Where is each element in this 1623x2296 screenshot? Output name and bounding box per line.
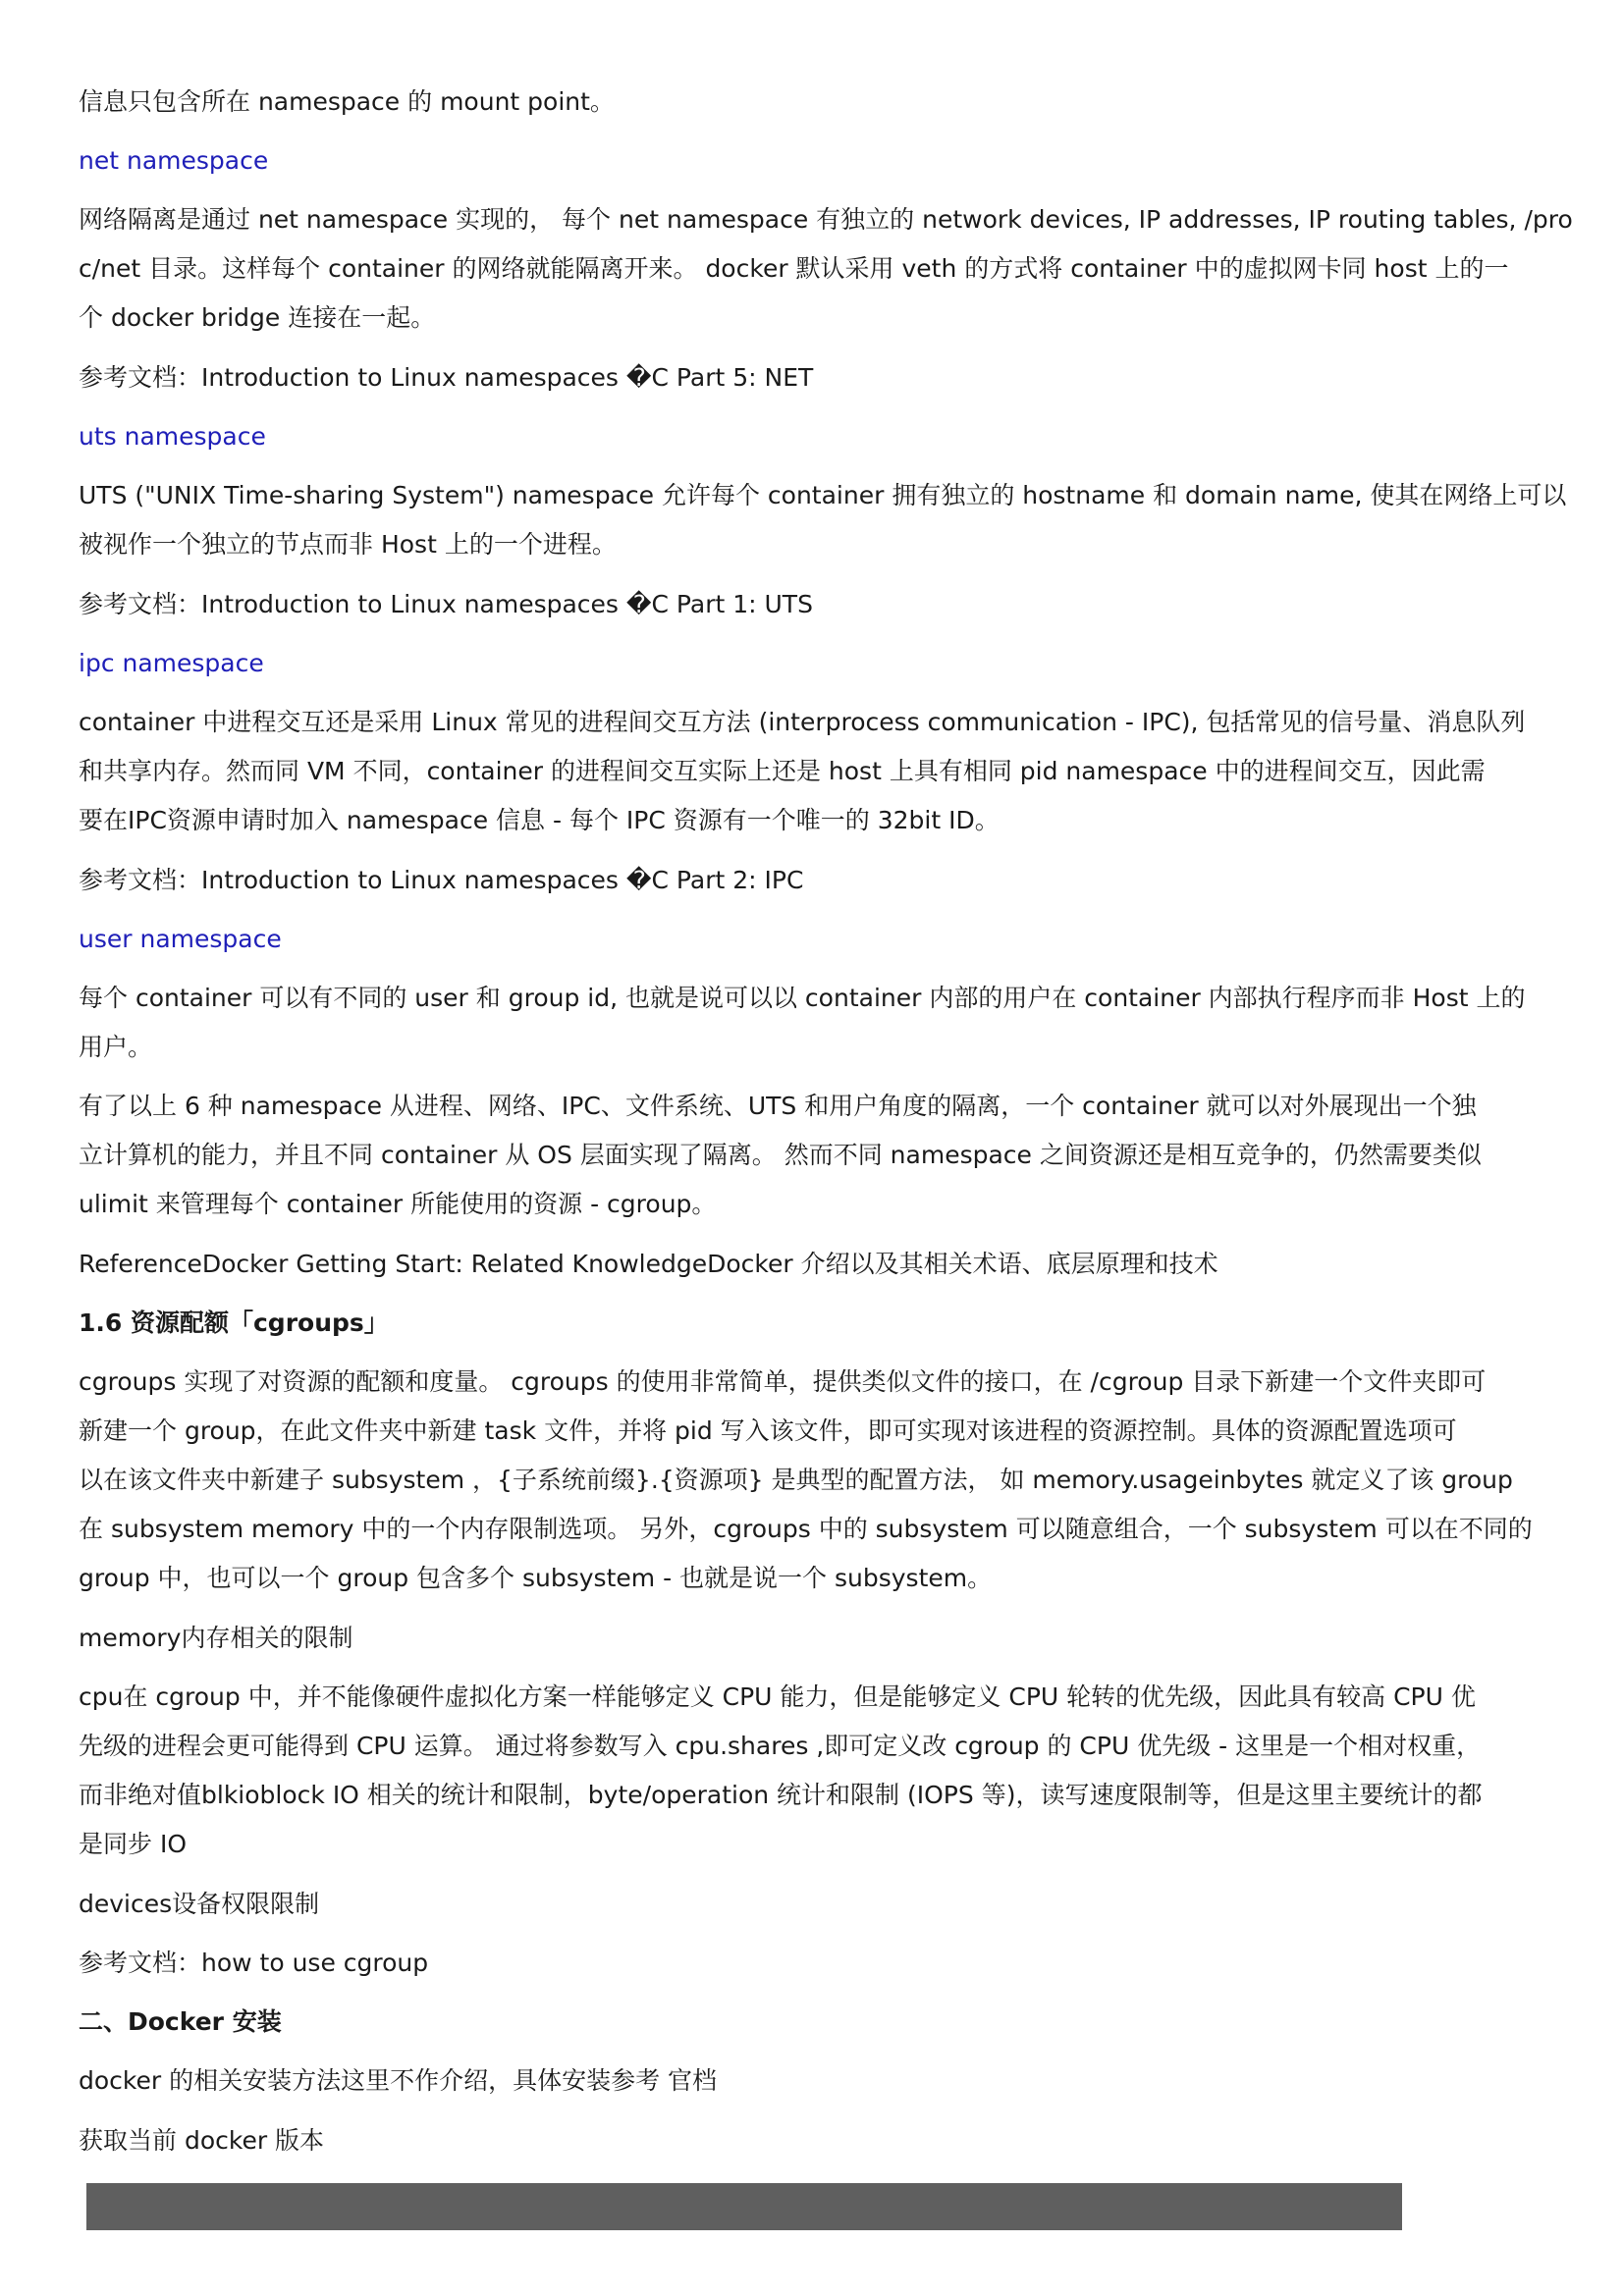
paragraph: 和共享内存。然而同 VM 不同，container 的进程间交互实际上还是 host 上具有相同 pid namespace 中的进程间交互，因此需 [79,757,1486,785]
paragraph: docker 的相关安装方法这里不作介绍，具体安装参考 官档 [79,2066,718,2095]
paragraph: ulimit 来管理每个 container 所能使用的资源 - cgroup。 [79,1190,717,1218]
paragraph: 立计算机的能力，并且不同 container 从 OS 层面实现了隔离。 然而不同 namespace 之间资源还是相互竞争的，仍然需要类似 [79,1141,1482,1169]
paragraph: UTS ("UNIX Time-sharing System") namespace 允许每个 container 拥有独立的 hostname 和 domain name, 使其在网络上可以 [79,481,1567,509]
reference-line: 参考文档：Introduction to Linux namespaces �C Part 1: UTS [79,590,813,618]
paragraph: 被视作一个独立的节点而非 Host 上的一个进程。 [79,530,617,559]
paragraph: 在 subsystem memory 中的一个内存限制选项。 另外，cgroups 中的 subsystem 可以随意组合，一个 subsystem 可以在不同的 [79,1515,1533,1543]
reference-line: ReferenceDocker Getting Start: Related KnowledgeDocker 介绍以及其相关术语、底层原理和技术 [79,1250,1218,1278]
paragraph: devices设备权限限制 [79,1890,320,1918]
paragraph: cgroups 实现了对资源的配额和度量。 cgroups 的使用非常简单，提供类似文件的接口，在 /cgroup 目录下新建一个文件夹即可 [79,1367,1487,1396]
paragraph: 每个 container 可以有不同的 user 和 group id, 也就是说可以以 container 内部的用户在 container 内部执行程序而非 Host 上的 [79,984,1526,1012]
paragraph: group 中，也可以一个 group 包含多个 subsystem - 也就是说一个 subsystem。 [79,1564,993,1592]
paragraph: cpu在 cgroup 中，并不能像硬件虚拟化方案一样能够定义 CPU 能力，但是能够定义 CPU 轮转的优先级，因此具有较高 CPU 优 [79,1682,1476,1711]
paragraph: 信息只包含所在 namespace 的 mount point。 [79,87,615,116]
link-net-namespace[interactable]: net namespace [79,146,269,175]
link-user-namespace[interactable]: user namespace [79,925,282,953]
paragraph: 获取当前 docker 版本 [79,2126,325,2155]
link-uts-namespace[interactable]: uts namespace [79,422,266,451]
section-heading: 二、Docker 安装 [79,2007,282,2036]
paragraph: 有了以上 6 种 namespace 从进程、网络、IPC、文件系统、UTS 和用户角度的隔离，一个 container 就可以对外展现出一个独 [79,1092,1477,1120]
paragraph: memory内存相关的限制 [79,1624,353,1652]
paragraph: 用户。 [79,1033,153,1061]
paragraph: 网络隔离是通过 net namespace 实现的， 每个 net namespace 有独立的 network devices, IP addresses, IP routing tables, /pro [79,205,1573,234]
paragraph: 新建一个 group，在此文件夹中新建 task 文件，并将 pid 写入该文件，即可实现对该进程的资源控制。具体的资源配置选项可 [79,1416,1457,1445]
section-heading: 1.6 资源配额「cgroups」 [79,1308,389,1337]
link-ipc-namespace[interactable]: ipc namespace [79,649,264,677]
code-block-bar [86,2183,1402,2230]
paragraph: c/net 目录。这样每个 container 的网络就能隔离开来。 docker 默认采用 veth 的方式将 container 中的虚拟网卡同 host 上的一 [79,254,1509,283]
paragraph: 要在IPC资源申请时加入 namespace 信息 - 每个 IPC 资源有一个唯一的 32bit ID。 [79,806,1000,834]
paragraph: 个 docker bridge 连接在一起。 [79,303,436,332]
paragraph: 而非绝对值blkioblock IO 相关的统计和限制，byte/operation 统计和限制 (IOPS 等)，读写速度限制等，但是这里主要统计的都 [79,1781,1483,1809]
paragraph: 是同步 IO [79,1830,187,1858]
paragraph: container 中进程交互还是采用 Linux 常见的进程间交互方法 (interprocess communication - IPC), 包括常见的信号量、消息队列 [79,708,1526,736]
paragraph: 先级的进程会更可能得到 CPU 运算。 通过将参数写入 cpu.shares ,即可定义改 cgroup 的 CPU 优先级 - 这里是一个相对权重， [79,1732,1482,1760]
paragraph: 以在该文件夹中新建子 subsystem ，{子系统前缀}.{资源项} 是典型的配置方法， 如 memory.usageinbytes 就定义了该 group [79,1466,1513,1494]
reference-line: 参考文档：Introduction to Linux namespaces �C Part 2: IPC [79,866,804,894]
reference-line: 参考文档：how to use cgroup [79,1949,429,1977]
reference-line: 参考文档：Introduction to Linux namespaces �C Part 5: NET [79,363,814,392]
